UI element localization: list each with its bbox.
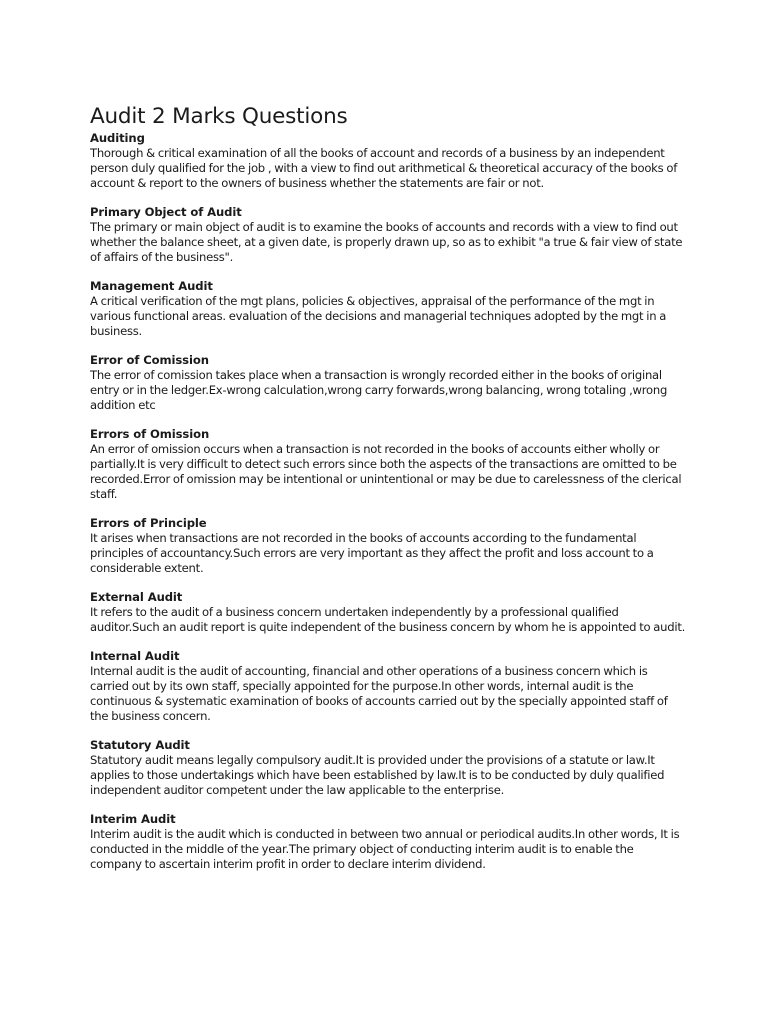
- section-body: Statutory audit means legally compulsory audit.It is provided under the provisions of a statute or law.It applies to those undertakings which have been established by law.It is to be conducted by duly qualified independent auditor competent under the law applicable to the enterprise.: [90, 753, 665, 797]
- section-body: A critical verification of the mgt plans, policies & objectives, appraisal of the performance of the mgt in various functional areas. evaluation of the decisions and managerial techniques adopted by the mgt in a business.: [90, 294, 667, 338]
- section-interim-audit: [90, 812, 686, 872]
- section-heading: Interim Audit: [90, 812, 176, 826]
- section-heading: Internal Audit: [90, 649, 180, 663]
- section-errors-of-omission: [90, 427, 686, 502]
- section-body: The error of comission takes place when a transaction is wrongly recorded either in the books of original entry or in the ledger.Ex-wrong calculation,wrong carry forwards,wrong balancing, wrong totaling ,wrong addition etc: [90, 368, 668, 412]
- section-auditing: [90, 131, 686, 191]
- section-heading: Auditing: [90, 131, 145, 145]
- section-body: Thorough & critical examination of all the books of account and records of a business by an independent person duly qualified for the job , with a view to find out arithmetical & theoretical accuracy of the books of account & report to the owners of business whether the statements are fair or not.: [90, 146, 678, 190]
- section-body: It arises when transactions are not recorded in the books of accounts according to the fundamental principles of accountancy.Such errors are very important as they affect the profit and loss account to a considerable extent.: [90, 531, 654, 575]
- section-body: Interim audit is the audit which is conducted in between two annual or periodical audits.In other words, It is conducted in the middle of the year.The primary object of conducting interim audit is to enable the company to ascertain interim profit in order to declare interim dividend.: [90, 827, 680, 871]
- section-body: The primary or main object of audit is to examine the books of accounts and records with a view to find out whether the balance sheet, at a given date, is properly drawn up, so as to exhibit "a true & fair view of state of affairs of the business".: [90, 220, 683, 264]
- section-body: It refers to the audit of a business concern undertaken independently by a professional qualified auditor.Such an audit report is quite independent of the business concern by whom he is appointed to audit.: [90, 605, 686, 634]
- section-heading: Errors of Principle: [90, 516, 207, 530]
- section-heading: Primary Object of Audit: [90, 205, 242, 219]
- section-primary-object-of-audit: [90, 205, 686, 265]
- section-heading: External Audit: [90, 590, 183, 604]
- section-external-audit: [90, 590, 686, 635]
- section-heading: Management Audit: [90, 279, 213, 293]
- section-heading: Errors of Omission: [90, 427, 210, 441]
- section-body: An error of omission occurs when a transaction is not recorded in the books of accounts either wholly or partially.It is very difficult to detect such errors since both the aspects of the transactions are omitted to be recorded.Error of omission may be intentional or unintentional or may be due to carelessness of the clerical staff.: [90, 442, 682, 501]
- section-errors-of-principle: [90, 516, 686, 576]
- document-title: Audit 2 Marks Questions: [90, 104, 348, 129]
- section-heading: Error of Comission: [90, 353, 209, 367]
- section-management-audit: [90, 279, 686, 339]
- section-error-of-comission: [90, 353, 686, 413]
- section-statutory-audit: [90, 738, 686, 798]
- section-heading: Statutory Audit: [90, 738, 190, 752]
- document-page: [90, 103, 686, 886]
- section-internal-audit: [90, 649, 686, 724]
- section-body: Internal audit is the audit of accounting, financial and other operations of a business concern which is carried out by its own staff, specially appointed for the purpose.In other words, internal audit is the continuous & systematic examination of books of accounts carried out by the specially appointed staff of the business concern.: [90, 664, 668, 723]
